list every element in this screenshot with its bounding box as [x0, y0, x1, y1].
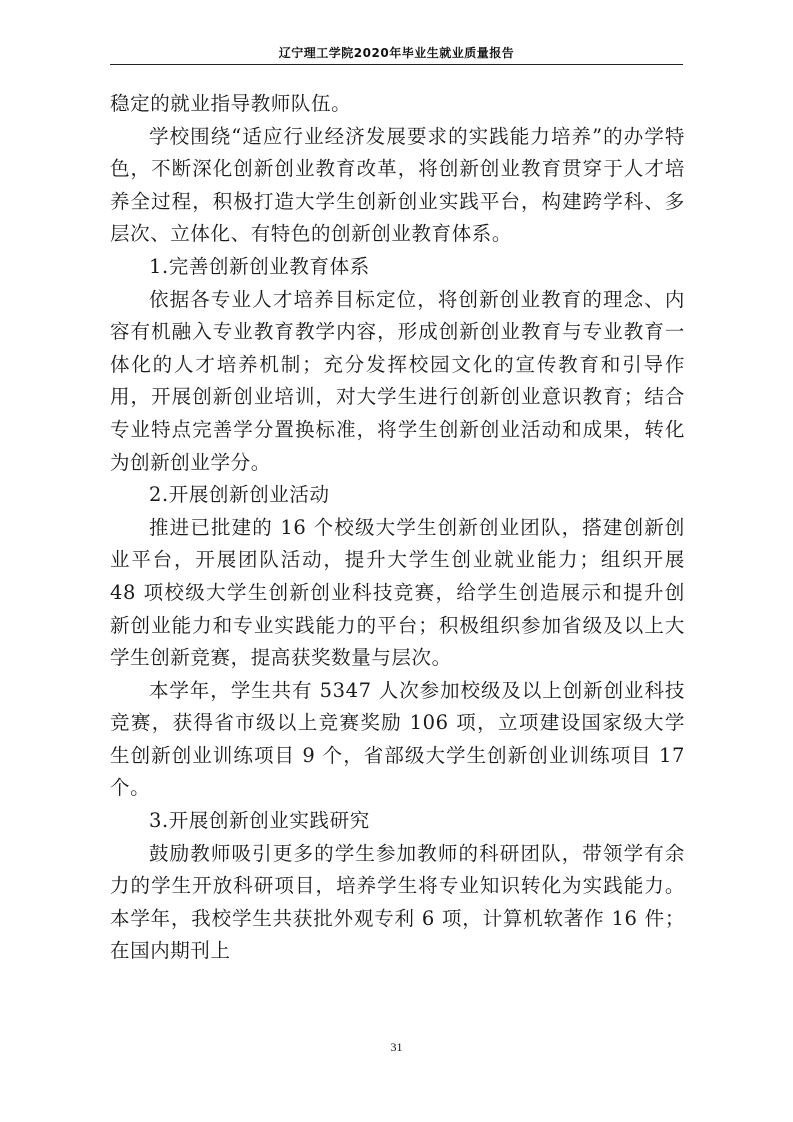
- paragraph-results: 本学年，学生共有 5347 人次参加校级及以上创新创业科技竞赛，获得省市级以上竞赛奖励 106 项，立项建设国家级大学生创新创业训练项目 9 个，省部级大学生创新创业训练项目 17 个。: [110, 678, 685, 800]
- paragraph-activities: 推进已批建的 16 个校级大学生创新创业团队，搭建创新创业平台，开展团队活动，提升大学生创业就业能力；组织开展 48 项校级大学生创新创业科技竞赛，给学生创造展示和提升创新创业能力和专业实践能力的平台；积极组织参加省级及以上大学生创新竞赛，提高获奖数量与层次。: [110, 515, 685, 670]
- header-rule: [110, 64, 683, 65]
- paragraph-system: 依据各专业人才培养目标定位，将创新创业教育的理念、内容有机融入专业教育教学内容，形成创新创业教育与专业教育一体化的人才培养机制；充分发挥校园文化的宣传教育和引导作用，开展创新创业培训，对大学生进行创新创业意识教育；结合专业特点完善学分置换标准，将学生创新创业活动和成果，转化为创新创业学分。: [110, 287, 685, 474]
- section-heading-2: 2.开展创新创业活动: [149, 483, 330, 507]
- body-text: [110, 88, 685, 968]
- paragraph-continuation: 稳定的就业指导教师队伍。: [110, 92, 352, 115]
- section-heading-1: 1.完善创新创业教育体系: [149, 254, 370, 278]
- paragraph-intro: 学校围绕“适应行业经济发展要求的实践能力培养”的办学特色，不断深化创新创业教育改革，将创新创业教育贯穿于人才培养全过程，积极打造大学生创新创业实践平台，构建跨学科、多层次、立体化、有特色的创新创业教育体系。: [110, 124, 685, 246]
- paragraph-research: 鼓励教师吸引更多的学生参加教师的科研团队，带领学有余力的学生开放科研项目，培养学生将专业知识转化为实践能力。本学年，我校学生共获批外观专利 6 项，计算机软著作 16 件；在国内期刊上: [110, 841, 685, 963]
- section-heading-3: 3.开展创新创业实践研究: [149, 809, 370, 833]
- page-number: 31: [390, 1040, 403, 1054]
- running-header: 辽宁理工学院2020年毕业生就业质量报告: [278, 46, 515, 60]
